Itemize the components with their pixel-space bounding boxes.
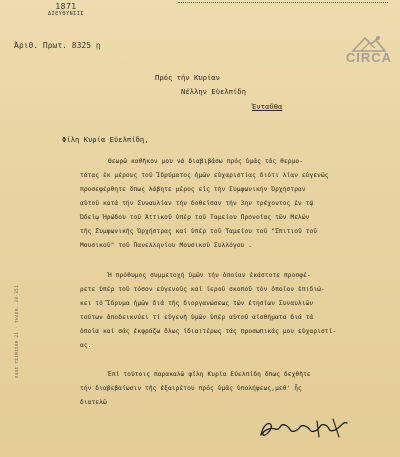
body-line: αὐτοῦ κατά τήν Συναυλίαν τήν δοθεῖσαν τήν 3ην τρέχοντος ἐν τῷ (80, 200, 314, 207)
letterhead-label: ΔΙΕΥΘΥΝΣΙΣ (47, 11, 85, 17)
body-line: Ὠδεῖῳ Ἡρώδου τοῦ Ἀττικοῦ ὑπέρ τοῦ Ταμείου Προνοίας τῶν Μελῶν (80, 214, 310, 221)
watermark-text: CIRCA (345, 50, 393, 65)
handwritten-signature (255, 415, 355, 443)
body-line: τάτας ἐκ μέρους τοῦ Ἱδρύματος ἡμῶν εὐχαριστίας διότι λίαν εὐγενῶς (80, 172, 329, 179)
body-line: προσεφέρθητε ὅπως λάβητε μέρος εἰς τήν Συμφωνικήν Ὀρχήστραν (80, 186, 306, 193)
body-line: τούτων ἀποδεικνύει τί εὐγενῆ ὑμῶν ὑπέρ αὐτοῦ αἰσθήματα διά τά (80, 314, 314, 321)
letterhead-year: 1871 (55, 2, 77, 11)
body-line: ὁποῖα καί σᾶς ἐκφράζω ὅλως ἰδιαιτέρως τάς προσωπικάς μου εὐχαριστί- (80, 328, 337, 335)
protocol-number: Ἀριθ. Πρωτ. 8325 ῃ (14, 41, 101, 50)
body-line: διατελῶ (80, 399, 107, 406)
body-line: τῆς Συμφωνικῆς Ὀρχήστρας καί ὑπέρ τοῦ Ταμείου τοῦ "Σπιτιοῦ τοῦ (80, 228, 318, 235)
body-line: Μουσικοῦ" τοῦ Πανελληνίου Μουσικοῦ Συλλόγου . (80, 242, 253, 249)
side-print: ΟΔΟΣ ΤΣΙΜΙΣΚΗ 21 · ΤΗΛΕΦ. 20-351 (14, 285, 19, 379)
address-line-1: Πρός τήν Κυρίαν (155, 73, 220, 82)
address-line-2: Νέλλην Εὐελπίδη (181, 87, 246, 96)
address-line-3: Ἐνταῦθα (252, 102, 283, 111)
body-line: κει τό Ἵδρυμα ἡμῶν διά τῆς διοργανώσεως τῶν ἐτησίων Συναυλιῶν (80, 300, 314, 307)
body-line: ας. (80, 342, 92, 349)
body-line: Ἐπί τούτοις παρακαλῶ φίλη Κυρία Εὐελπίδη ὅπως δεχθῆτε (108, 371, 311, 378)
body-line: Θεωρῶ καθῆκον μου νά διαβιβάσω πρός ὑμᾶς τάς θερμο- (108, 158, 304, 165)
salutation: Φίλη Κυρία Εὐελπίδη, (62, 135, 149, 144)
body-line: τήν διαβεβαίωσιν τῆς ἐξαιρέτου πρός ὑμᾶς ὑπολήψεως,μεθ' ἧς (80, 385, 302, 392)
body-line: Ἡ πρόθυμος συμμετοχή ὑμῶν τήν ὁποίαν ἐκάστοτε προσφέ- (108, 272, 311, 279)
body-line: ρετε ὑπέρ τοῦ τόσον εὐγενοῦς καί ἱεροῦ σκοποῦ τόν ὁποῖον ἐπιδιώ- (80, 286, 325, 293)
